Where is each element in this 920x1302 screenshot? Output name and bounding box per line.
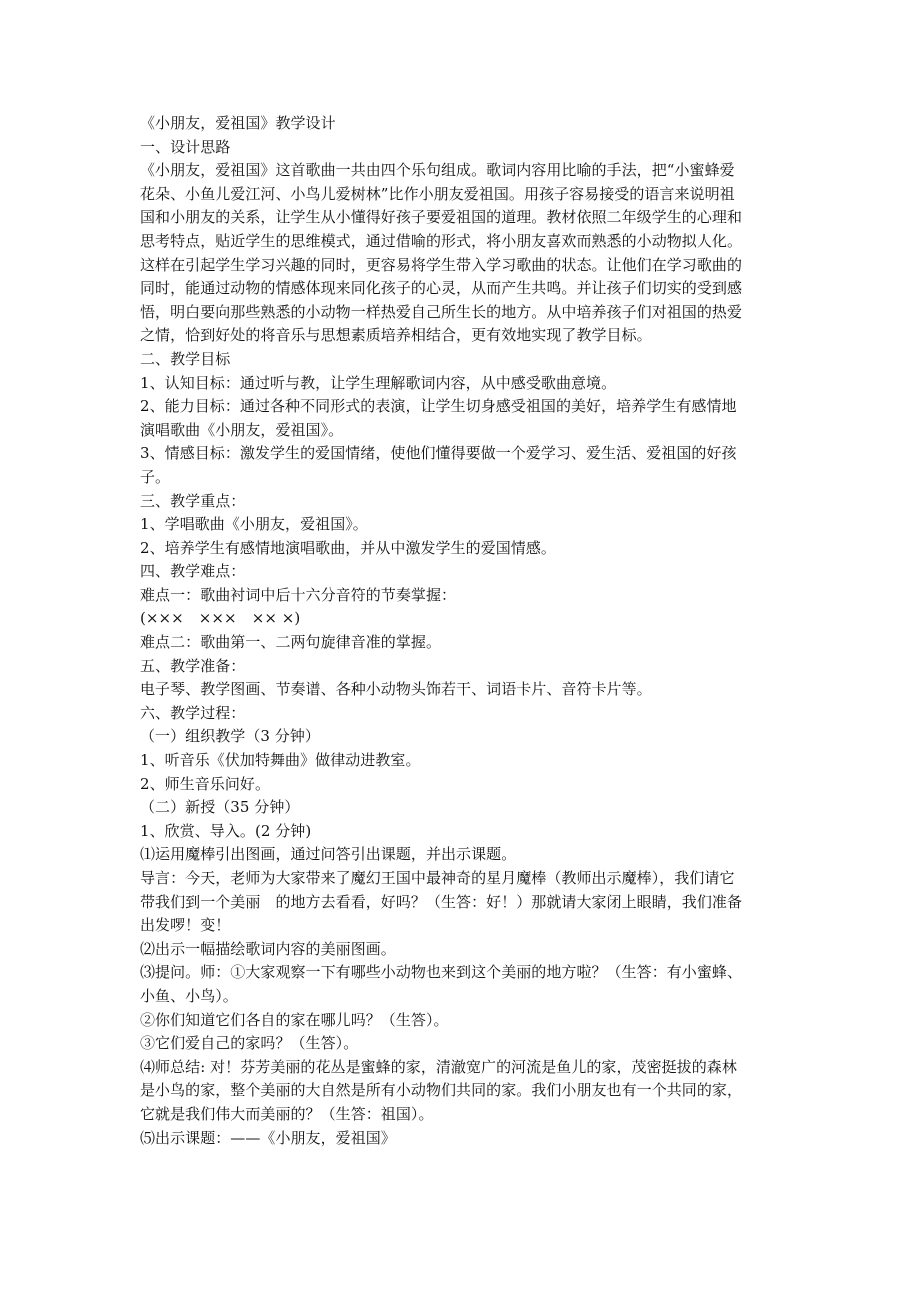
section-6-line: 1、欣赏、导入。(2 分钟) xyxy=(140,821,312,840)
section-3-heading: 三、教学重点： xyxy=(140,491,246,510)
section-3-line: 1、学唱歌曲《小朋友，爱祖国》。 xyxy=(140,515,368,534)
section-6-line: 导言：今天，老师为大家带来了魔幻王国中最神奇的星月魔棒（教师出示魔棒），我们请它 xyxy=(140,869,735,887)
section-2-line: 子。 xyxy=(140,467,171,486)
document-title: 《小朋友，爱祖国》教学设计 xyxy=(140,114,336,132)
section-2-line: 3、情感目标：激发学生的爱国情绪，使他们懂得要做一个爱学习、爱生活、爱祖国的好孩 xyxy=(140,444,737,463)
section-4-line: 难点二：歌曲第一、二两句旋律音准的掌握。 xyxy=(140,633,442,652)
section-5-line: 电子琴、教学图画、节奏谱、各种小动物头饰若干、词语卡片、音符卡片等。 xyxy=(140,680,652,699)
section-1-line: 国和小朋友的关系，让学生从小懂得好孩子要爱祖国的道理。教材依照二年级学生的心理和 xyxy=(140,208,743,227)
section-1-line: 之情，恰到好处的将音乐与思想素质培养相结合，更有效地实现了教学目标。 xyxy=(140,326,652,345)
section-1-heading: 一、设计思路 xyxy=(140,137,231,156)
document-page xyxy=(140,112,790,1150)
section-6-line: ⑴运用魔棒引出图画，通过问答引出课题，并出示课题。 xyxy=(140,845,517,864)
section-6-line: ⑶提问。师：①大家观察一下有哪些小动物也来到这个美丽的地方啦？（生答：有小蜜蜂、 xyxy=(140,963,743,982)
section-2-heading: 二、教学目标 xyxy=(140,349,231,368)
section-1-line: 思考特点，贴近学生的思维模式，通过借喻的形式，将小朋友喜欢而熟悉的小动物拟人化。 xyxy=(140,231,743,250)
rhythm-notation: (××× ××× ×× ×) xyxy=(140,609,301,628)
section-2-line: 2、能力目标：通过各种不同形式的表演，让学生切身感受祖国的美好，培养学生有感情地 xyxy=(140,397,737,416)
section-6-line: ⑸出示课题：——《小朋友，爱祖国》 xyxy=(140,1128,396,1147)
section-6-line: ⑷师总结: 对！芬芳美丽的花丛是蜜蜂的家，清澈宽广的河流是鱼儿的家，茂密挺拔的森林 xyxy=(140,1057,737,1076)
section-6-line: 带我们到一个美丽 的地方去看看，好吗？（生答：好！）那就请大家闭上眼睛，我们准备 xyxy=(140,892,743,911)
section-6-line: ②你们知道它们各自的家在哪儿吗？（生答）。 xyxy=(140,1010,449,1029)
section-6-line: 2、师生音乐问好。 xyxy=(140,774,270,793)
section-6-heading: 六、教学过程： xyxy=(140,703,246,722)
section-1-line: 同时，能通过动物的情感体现来同化孩子的心灵，从而产生共鸣。并让孩子们切实的受到感 xyxy=(140,279,743,298)
section-4-heading: 四、教学难点： xyxy=(140,562,246,581)
section-1-line: 悟，明白要向那些熟悉的小动物一样热爱自己所生长的地方。从中培养孩子们对祖国的热爱 xyxy=(140,302,743,321)
section-1-line: 《小朋友，爱祖国》这首歌曲一共由四个乐句组成。歌词内容用比喻的手法，把“小蜜蜂爱 xyxy=(140,161,735,180)
section-6-line: 出发啰！变！ xyxy=(140,916,231,935)
section-2-line: 1、认知目标：通过听与教，让学生理解歌词内容，从中感受歌曲意境。 xyxy=(140,373,617,392)
section-6-line: ③它们爱自己的家吗？（生答）。 xyxy=(140,1034,359,1053)
section-6-line: 是小鸟的家，整个美丽的大自然是所有小动物们共同的家。我们小朋友也有一个共同的家， xyxy=(140,1081,743,1100)
section-4-line: 难点一：歌曲衬词中后十六分音符的节奏掌握： xyxy=(140,585,457,604)
section-6-line: （二）新授（35 分钟） xyxy=(140,798,300,817)
section-3-line: 2、培养学生有感情地演唱歌曲，并从中激发学生的爱国情感。 xyxy=(140,538,556,557)
section-1-line: 这样在引起学生学习兴趣的同时，更容易将学生带入学习歌曲的状态。让他们在学习歌曲的 xyxy=(140,255,743,274)
section-6-line: 小鱼、小鸟）。 xyxy=(140,986,238,1005)
section-6-line: （一）组织教学（3 分钟） xyxy=(140,727,320,746)
section-1-line: 花朵、小鱼儿爱江河、小鸟儿爱树林”比作小朋友爱祖国。用孩子容易接受的语言来说明祖 xyxy=(140,184,735,203)
section-6-line: ⑵出示一幅描绘歌词内容的美丽图画。 xyxy=(140,939,396,958)
section-6-line: 1、听音乐《伏加特舞曲》做律动进教室。 xyxy=(140,751,421,770)
section-5-heading: 五、教学准备： xyxy=(140,656,246,675)
section-6-line: 它就是我们伟大而美丽的？（生答：祖国）。 xyxy=(140,1104,434,1123)
section-2-line: 演唱歌曲《小朋友，爱祖国》。 xyxy=(140,420,344,439)
